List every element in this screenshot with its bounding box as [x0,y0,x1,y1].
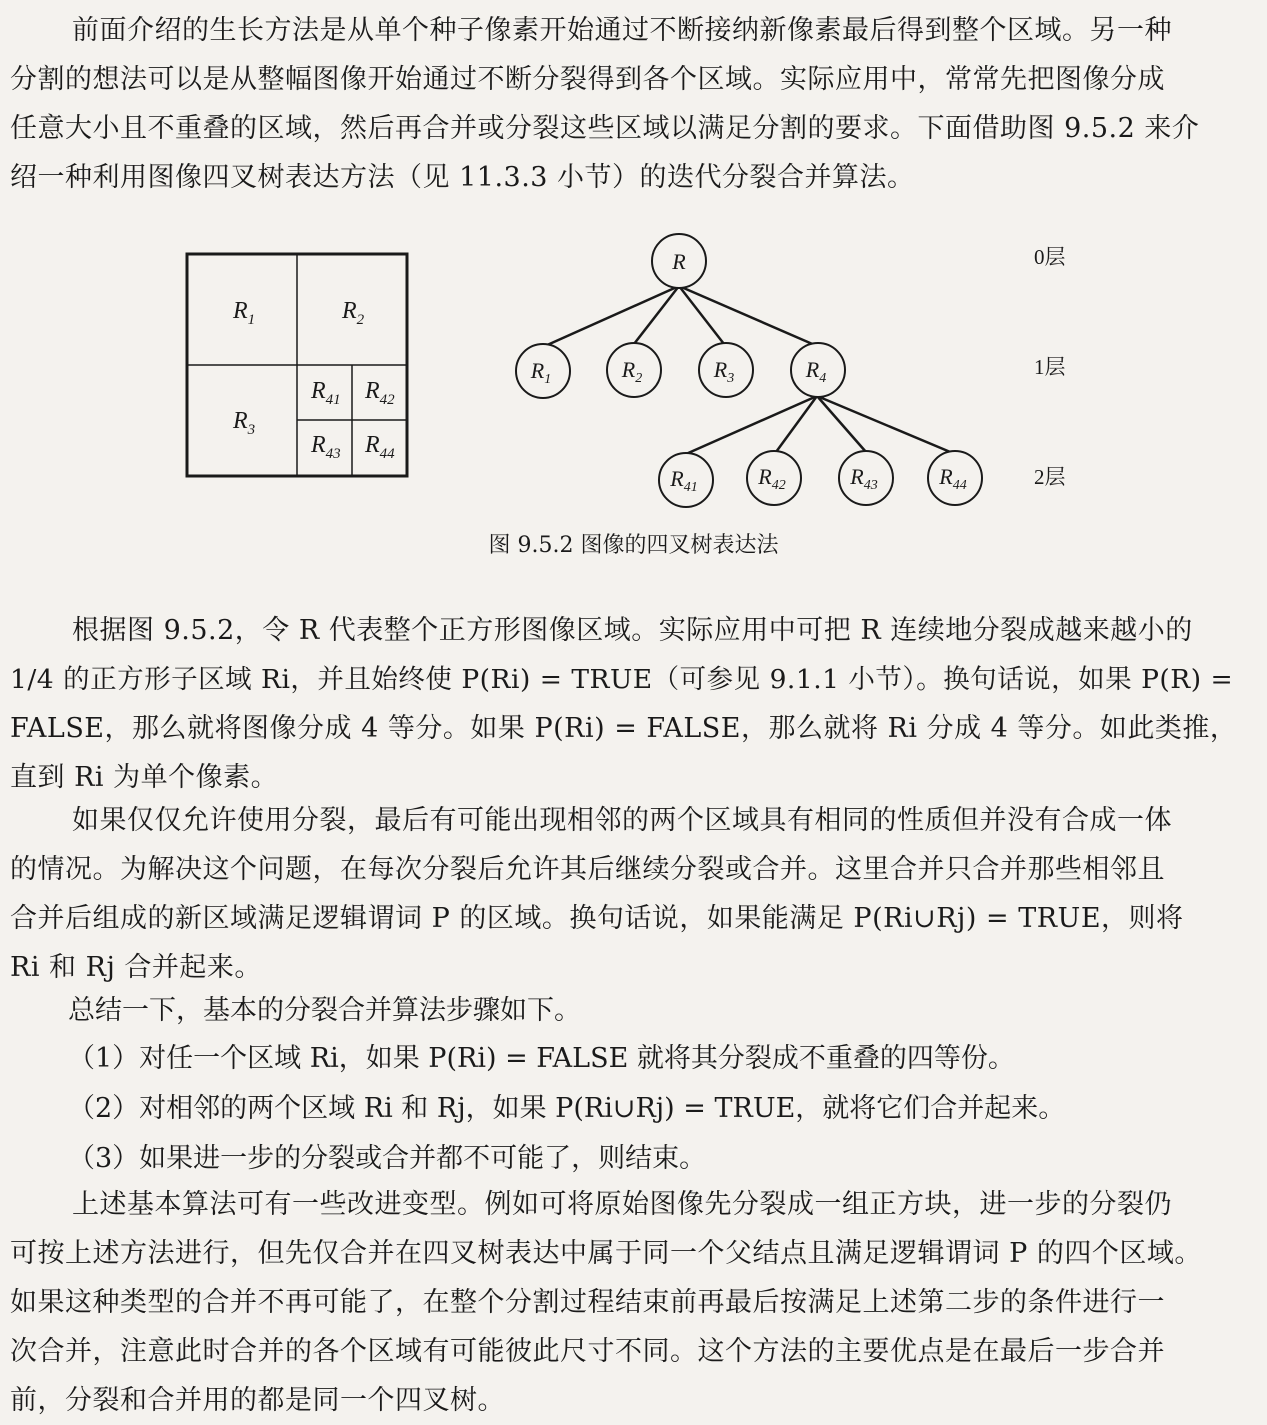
node-label-r41: $R_{41}$ [670,466,698,495]
intro-line-1: 前面介绍的生长方法是从单个种子像素开始通过不断接纳新像素最后得到整个区域。另一种 [72,15,1172,46]
intro-line-2: 分割的想法可以是从整幅图像开始通过不断分裂得到各个区域。实际应用中，常常先把图像分成 [10,64,1165,95]
node-label-r4: $R_4$ [805,357,827,386]
para4-line-1: 上述基本算法可有一些改进变型。例如可将原始图像先分裂成一组正方块，进一步的分裂仍 [72,1189,1172,1220]
para3-line-4: Ri 和 Rj 合并起来。 [10,952,262,983]
node-label-r44: $R_{44}$ [939,464,967,493]
step-2: （2）对相邻的两个区域 Ri 和 Rj，如果 P(Ri∪Rj) = TRUE，就将它们合并起来。 [68,1093,1066,1124]
summary-line: 总结一下，基本的分裂合并算法步骤如下。 [68,995,581,1026]
edge-r-r4 [679,286,817,346]
intro-line-3: 任意大小且不重叠的区域，然后再合并或分裂这些区域以满足分割的要求。下面借助图 9.5.2 来介 [10,113,1200,144]
figure-caption: 图 9.5.2 图像的四叉树表达法 [488,533,779,558]
grid-label-r3: $R_3$ [233,408,256,438]
para2-line-2: 1/4 的正方形子区域 Ri，并且始终使 P(Ri) = TRUE（可参见 9.1.1 小节）。换句话说，如果 P(R) = [10,664,1234,695]
para3-line-2: 的情况。为解决这个问题，在每次分裂后允许其后继续分裂或合并。这里合并只合并那些相邻且 [10,854,1165,885]
grid-label-r1: $R_1$ [233,298,256,328]
step-1: （1）对任一个区域 Ri，如果 P(Ri) = FALSE 就将其分裂成不重叠的四等份。 [68,1043,1015,1074]
node-label-r3: $R_3$ [713,357,735,386]
node-label-r1: $R_1$ [530,358,552,387]
node-label-r: R [672,249,686,274]
figure-9-5-2 [0,220,1267,580]
paragraph-3 [10,796,1255,992]
para2-line-4: 直到 Ri 为单个像素。 [10,762,279,793]
level-label-1: 1层 [1034,355,1066,379]
para4-line-3: 如果这种类型的合并不再可能了，在整个分割过程结束前再最后按满足上述第二步的条件进行一 [10,1287,1165,1318]
edge-r4-r41 [686,396,817,454]
edge-r-r1 [545,286,679,346]
grid-label-r41: $R_{41}$ [311,378,341,408]
paragraph-4 [10,1180,1255,1425]
edge-r4-r44 [817,396,955,454]
grid-label-r2: $R_2$ [342,298,365,328]
para2-line-3: FALSE，那么就将图像分成 4 等分。如果 P(Ri) = FALSE，那么就将 Ri 分成 4 等分。如此类推， [10,713,1238,744]
level-label-2: 2层 [1034,465,1066,489]
intro-paragraph [10,6,1255,202]
para4-line-4: 次合并，注意此时合并的各个区域有可能彼此尺寸不同。这个方法的主要优点是在最后一步合并 [10,1336,1165,1367]
grid-label-r44: $R_{44}$ [365,432,395,462]
level-label-0: 0层 [1034,245,1066,269]
para4-line-5: 前，分裂和合并用的都是同一个四叉树。 [10,1385,505,1416]
node-label-r42: $R_{42}$ [758,464,786,493]
intro-line-4: 绍一种利用图像四叉树表达方法（见 11.3.3 小节）的迭代分裂合并算法。 [10,162,915,193]
para2-line-1: 根据图 9.5.2，令 R 代表整个正方形图像区域。实际应用中可把 R 连续地分裂成越来越小的 [72,615,1193,646]
grid-label-r43: $R_{43}$ [311,432,341,462]
para3-line-3: 合并后组成的新区域满足逻辑谓词 P 的区域。换句话说，如果能满足 P(Ri∪Rj) = TRUE，则将 [10,903,1184,934]
paragraph-2 [10,606,1255,802]
quadtree-figure [0,220,1267,520]
edge-r4-r43 [817,396,866,452]
step-3: （3）如果进一步的分裂或合并都不可能了，则结束。 [68,1143,707,1174]
node-label-r2: $R_2$ [621,357,643,386]
grid-label-r42: $R_{42}$ [365,378,395,408]
para4-line-2: 可按上述方法进行，但先仅合并在四叉树表达中属于同一个父结点且满足逻辑谓词 P 的四个区域。 [10,1238,1202,1269]
para3-line-1: 如果仅仅允许使用分裂，最后有可能出现相邻的两个区域具有相同的性质但并没有合成一体 [72,805,1172,836]
edge-r-r2 [634,286,679,344]
node-label-r43: $R_{43}$ [850,464,878,493]
